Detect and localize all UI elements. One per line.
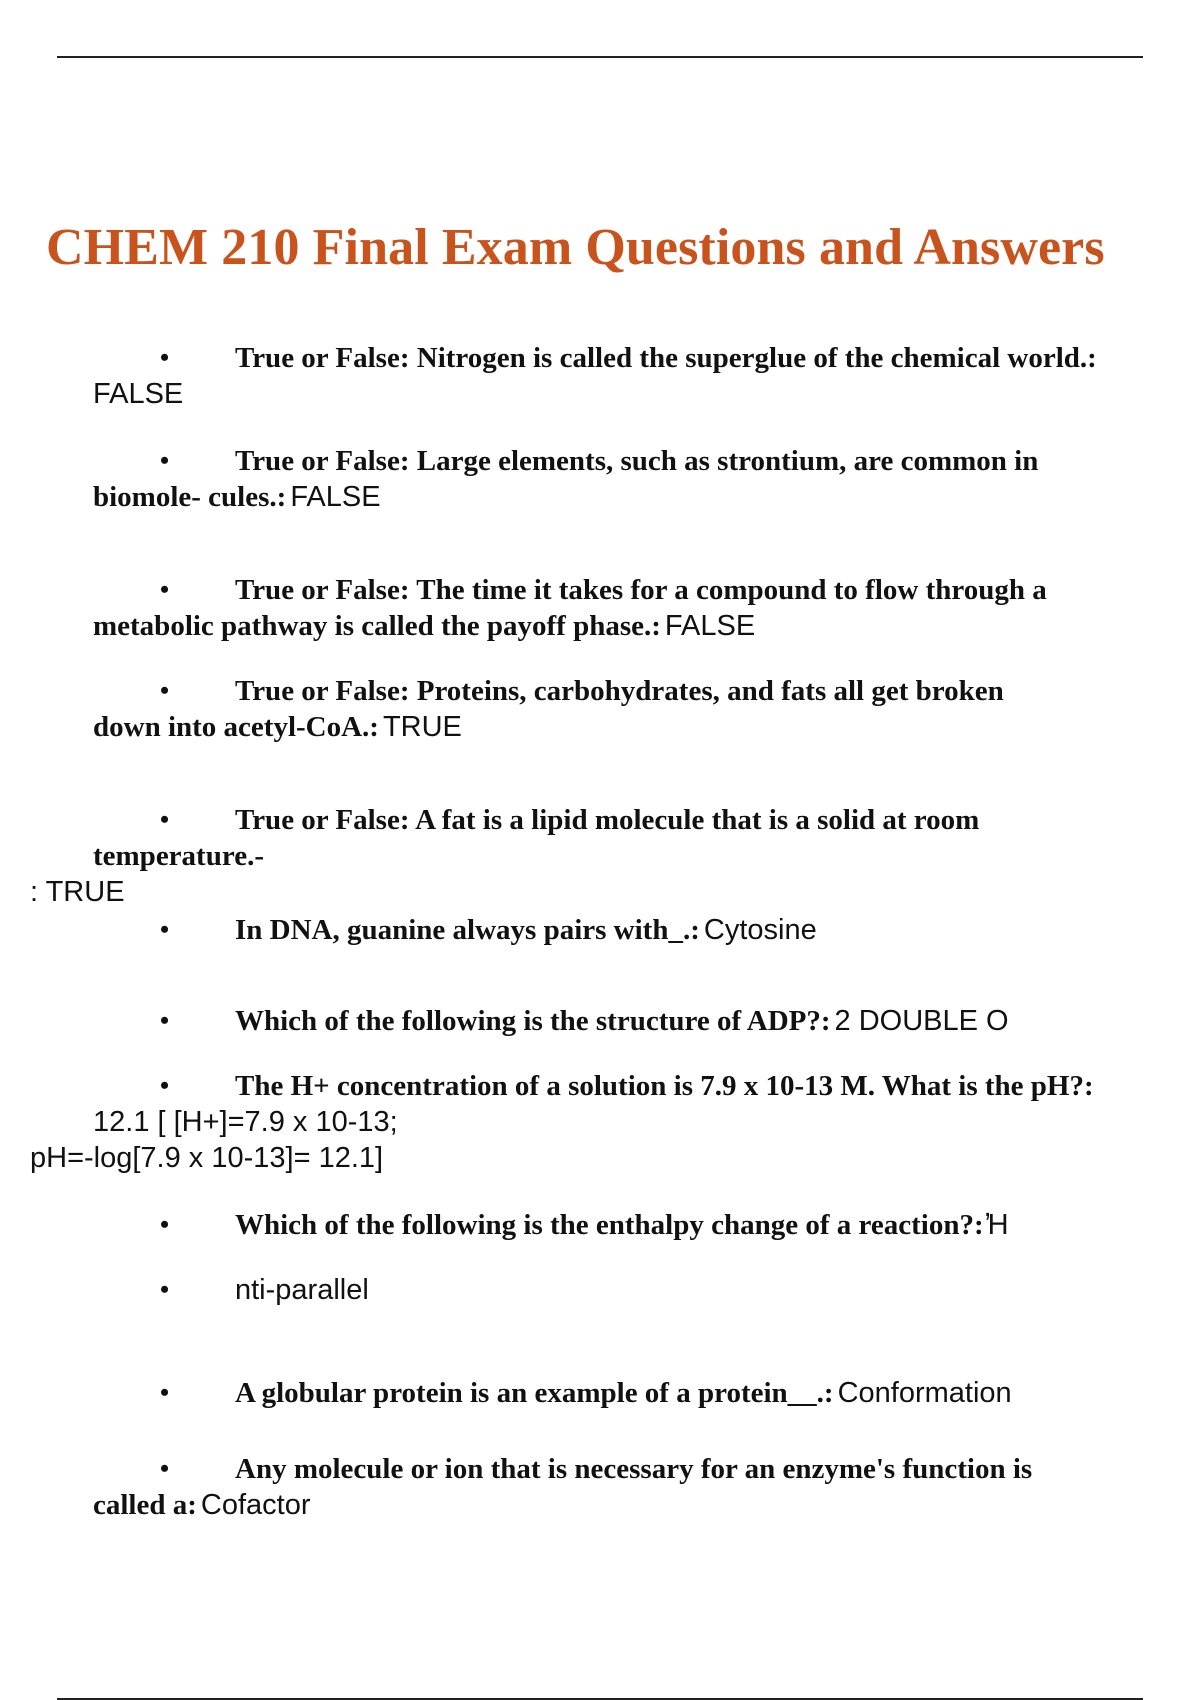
answer-text: TRUE [382, 711, 462, 743]
answer-text: ̓H [987, 1209, 1009, 1241]
bullet: • [160, 575, 170, 604]
question-text: True or False: A fat is a lipid molecule that is a solid at room [235, 804, 980, 836]
answer-text: Cytosine [703, 914, 817, 946]
question-text: Which of the following is the enthalpy change of a reaction?: [235, 1209, 984, 1241]
answer-text: FALSE [664, 610, 756, 642]
document-title: CHEM 210 Final Exam Questions and Answers [46, 219, 1105, 276]
bullet: • [160, 1071, 170, 1100]
question-text: called a: [93, 1489, 197, 1521]
bullet: • [160, 1006, 170, 1035]
bullet: • [160, 1454, 170, 1483]
bullet: • [160, 446, 170, 475]
question-text: down into acetyl-CoA.: [93, 711, 379, 743]
answer-text: : TRUE [30, 876, 125, 908]
answer-text: Cofactor [200, 1489, 311, 1521]
bullet: • [160, 805, 170, 834]
question-text: metabolic pathway is called the payoff phase.: [93, 610, 661, 642]
question-text: temperature.- [93, 840, 264, 872]
bullet: • [160, 1210, 170, 1239]
question-text: In DNA, guanine always pairs with_.: [235, 914, 700, 946]
answer-text: FALSE [93, 378, 184, 410]
answer-text: FALSE [290, 481, 381, 513]
answer-text: 2 DOUBLE O [834, 1005, 1009, 1037]
bullet: • [160, 676, 170, 705]
bullet: • [160, 1378, 170, 1407]
answer-text: nti-parallel [235, 1274, 369, 1306]
question-text: Any molecule or ion that is necessary for an enzyme's function is [235, 1453, 1033, 1485]
top-rule [57, 56, 1143, 58]
question-text: Which of the following is the structure of ADP?: [235, 1005, 831, 1037]
bullet: • [160, 1275, 170, 1304]
question-text: True or False: Proteins, carbohydrates, and fats all get broken [235, 675, 1004, 707]
bullet: • [160, 343, 170, 372]
question-text: True or False: Large elements, such as strontium, are common in [235, 445, 1039, 477]
question-text: biomole- cules.: [93, 481, 287, 513]
answer-text: Conformation [837, 1377, 1012, 1409]
answer-text: 12.1 [ [H+]=7.9 x 10-13; [93, 1106, 398, 1138]
answer-text: pH=-log[7.9 x 10-13]= 12.1] [30, 1142, 384, 1174]
bullet: • [160, 915, 170, 944]
question-text: The H+ concentration of a solution is 7.9 x 10-13 M. What is the pH?: [235, 1070, 1094, 1102]
question-text: True or False: The time it takes for a compound to flow through a [235, 574, 1047, 606]
question-text: A globular protein is an example of a protein__.: [235, 1377, 834, 1409]
question-text: True or False: Nitrogen is called the superglue of the chemical world.: [235, 342, 1097, 374]
